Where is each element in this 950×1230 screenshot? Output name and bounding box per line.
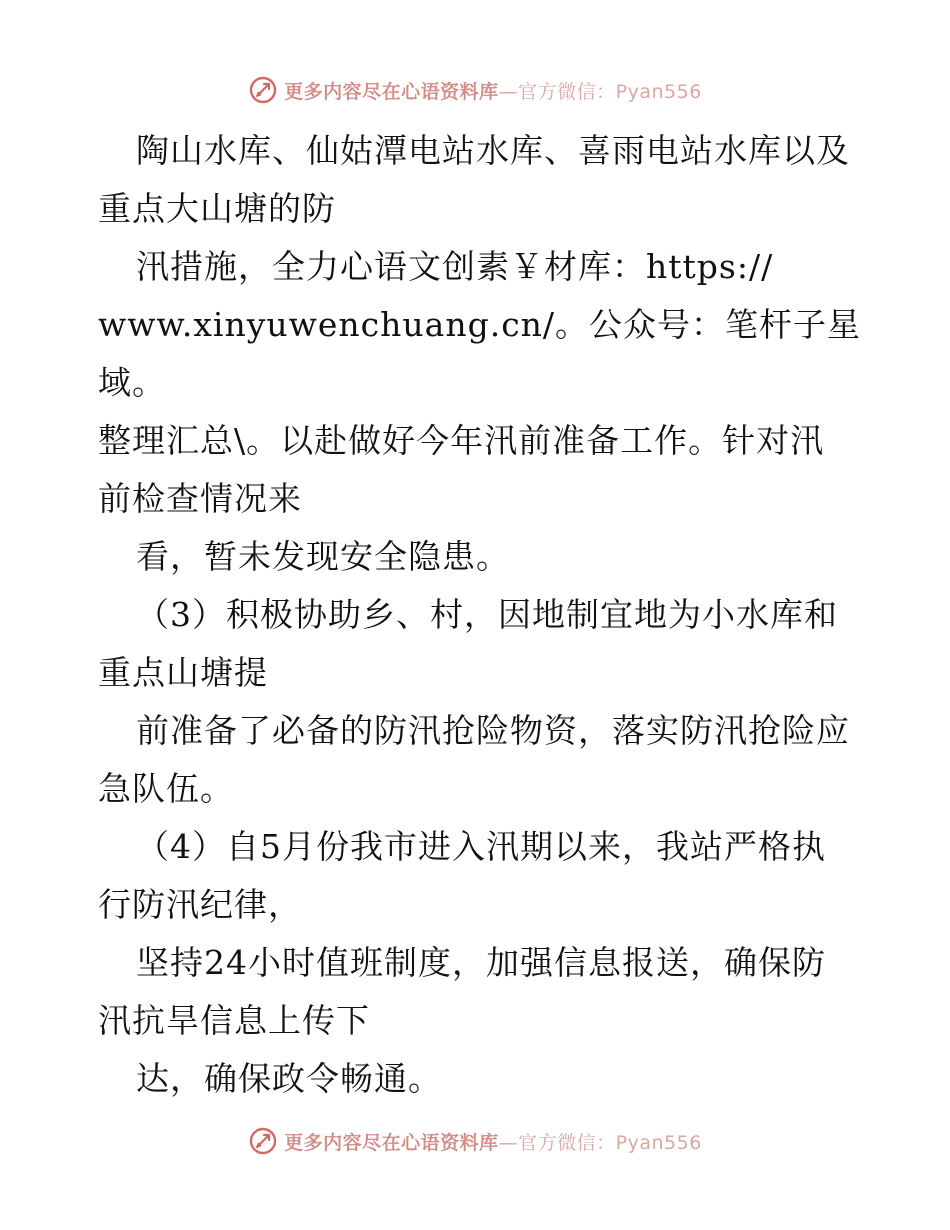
- body-line: 前检查情况来: [98, 479, 302, 518]
- quill-logo-icon: [248, 75, 278, 105]
- body-line: 急队伍。: [98, 769, 234, 808]
- body-line: （3）积极协助乡、村，因地制宜地为小水库和: [136, 595, 838, 634]
- body-line: 重点大山塘的防: [98, 189, 336, 228]
- body-line: 汛措施，全力心语文创素￥材库：https://: [136, 247, 774, 286]
- footer-watermark-main: 更多内容尽在心语资料库: [284, 1131, 499, 1154]
- body-line: 达，确保政令畅通。: [136, 1059, 442, 1098]
- body-line: 行防汛纪律，: [98, 885, 302, 924]
- body-line: 看，暂未发现安全隐患。: [136, 537, 510, 576]
- body-line: 前准备了必备的防汛抢险物资，落实防汛抢险应: [136, 711, 850, 750]
- header-watermark-sub: —官方微信：Pyan556: [498, 80, 702, 103]
- footer-watermark-content: [248, 1126, 702, 1156]
- footer-watermark-banner: [0, 1121, 950, 1161]
- header-watermark-text: [284, 77, 702, 104]
- body-line: 重点山塘提: [98, 653, 268, 692]
- header-watermark-banner: [0, 70, 950, 110]
- document-body: [98, 122, 878, 1108]
- footer-watermark-sub: —官方微信：Pyan556: [498, 1131, 702, 1154]
- quill-logo-icon: [248, 1126, 278, 1156]
- footer-watermark-text: [284, 1128, 702, 1155]
- header-watermark-content: [248, 75, 702, 105]
- body-line: 整理汇总\。以赴做好今年汛前准备工作。针对汛: [98, 421, 825, 460]
- body-line: 坚持24小时值班制度，加强信息报送，确保防: [136, 943, 826, 982]
- header-watermark-main: 更多内容尽在心语资料库: [284, 80, 499, 103]
- body-line: 汛抗旱信息上传下: [98, 1001, 370, 1040]
- body-line: 陶山水库、仙姑潭电站水库、喜雨电站水库以及: [136, 131, 850, 170]
- body-line: （4）自5月份我市进入汛期以来，我站严格执: [136, 827, 826, 866]
- body-line: www.xinyuwenchuang.cn/。公众号：笔杆子星域。: [98, 305, 862, 402]
